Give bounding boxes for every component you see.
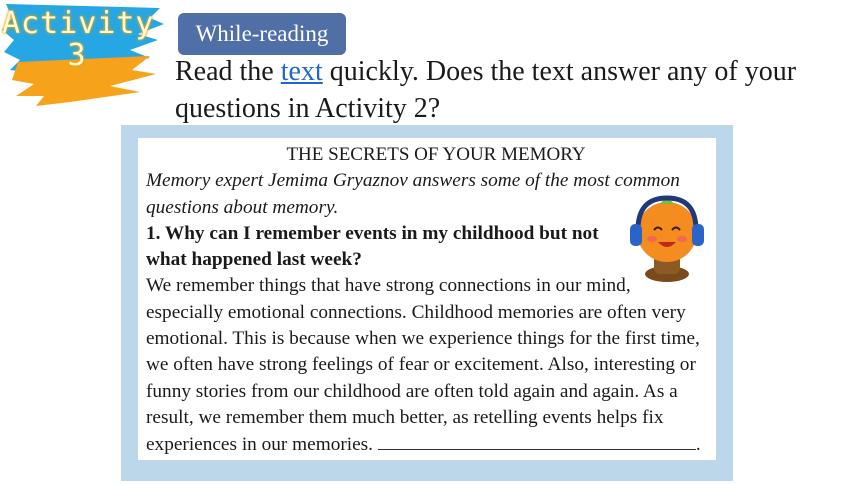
activity-number: 3 — [67, 38, 87, 73]
activity-badge — [0, 0, 170, 112]
article-intro: Memory expert Jemima Gryaznov answers some of the most common questions about memory. — [146, 170, 680, 218]
headphones-mascot-icon — [624, 192, 710, 284]
article-body-wrap — [146, 273, 712, 458]
article — [146, 142, 712, 459]
article-question: 1. Why can I remember events in my childhood but not what happened last week? — [146, 222, 599, 271]
blank-end: . — [695, 434, 701, 456]
article-body: We remember things that have strong connections in our mind, especially emotional connections. Childhood memories are often very emotional. This is because when we experience things for the first time, we often have strong feelings of fear or excitement. Also, interesting or funny stories from our childhood are often told again and again. As a result, we remember them much better, as retelling events helps fix experiences in our memories. — [146, 275, 700, 456]
stage-label: While-reading — [178, 13, 346, 55]
activity-badge-text — [2, 6, 155, 73]
answer-blank[interactable] — [378, 431, 696, 450]
article-title: THE SECRETS OF YOUR MEMORY — [286, 144, 586, 165]
instruction-after: quickly. Does the text answer any of your questions in Activity 2? — [175, 56, 797, 124]
instruction-before: Read the — [175, 56, 281, 87]
activity-label: Activity — [2, 6, 155, 41]
text-link[interactable]: text — [280, 56, 323, 87]
instruction-text — [175, 53, 845, 127]
